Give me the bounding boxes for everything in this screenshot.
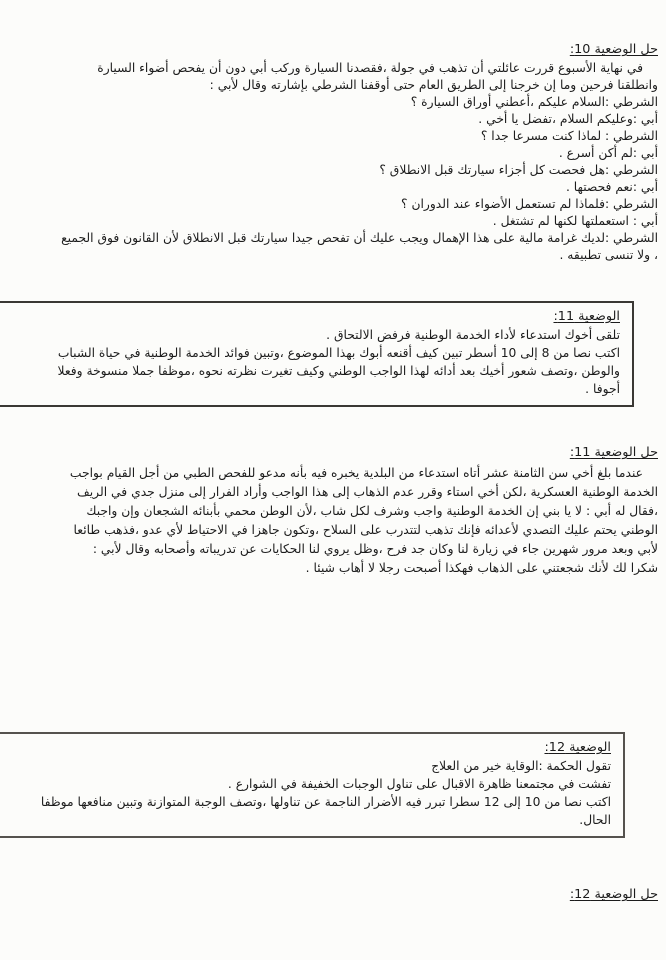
- text-line: عندما بلغ أخي سن الثامنة عشر أتاه استدعاء من البلدية يخبره فيه بأنه مدعو للفحص الطبي من أجل القيام بواجب: [69, 466, 643, 480]
- text-line: اكتب نصا من 8 إلى 10 أسطر تبين كيف أقنعه أبوك بهذا الموضوع ،وتبين فوائد الخدمة الوطنية في حياة الشباب: [57, 346, 620, 360]
- dialogue-line: أبي :وعليكم السلام ،تفضل يا أخي .: [478, 112, 658, 126]
- text-line: الحال.: [579, 813, 611, 827]
- dialogue-line: الشرطي : لماذا كنت مسرعا جدا ؟: [480, 129, 658, 143]
- text-line: تقول الحكمة :الوقاية خير من العلاج: [431, 759, 611, 773]
- text-line: شكرا لك لأنك شجعتني على الذهاب فهكذا أصبحت رجلا لا أهاب شيئا .: [305, 561, 658, 575]
- dialogue-line: أبي : استعملتها لكنها لم تشتغل .: [492, 214, 658, 228]
- heading-situation-11: الوضعية 11:: [553, 309, 620, 324]
- text-line: ،فقال له أبي : لا يا بني إن الخدمة الوطنية واجب وشرف لكل شاب ،لأن الوطن محمي بأبنائه الشجعان وإن واجبك: [86, 504, 658, 518]
- text-line: في نهاية الأسبوع قررت عائلتي أن تذهب في جولة ،فقصدنا السيارة وركب أبي دون أن يفحص أضواء السيارة: [97, 61, 643, 75]
- dialogue-line: الشرطي :السلام عليكم ،أعطني أوراق السيارة ؟: [410, 95, 658, 109]
- heading-solution-11: حل الوضعية 11:: [569, 445, 658, 460]
- section-solution-10: [2, 41, 658, 264]
- heading-solution-12: حل الوضعية 12:: [569, 887, 658, 902]
- heading-situation-12: الوضعية 12:: [544, 740, 611, 755]
- dialogue-line: الشرطي :لديك غرامة مالية على هذا الإهمال ويجب عليك أن تفحص جيدا سيارتك قبل الانطلاق لأن القانون فوق الجميع: [61, 231, 658, 245]
- dialogue-line: ، ولا تنسى تطبيقه .: [559, 248, 658, 262]
- text-line: الوطني يحتم عليك التصدي لأعدائه فإنك تذهب لتتدرب على السلاح ،وتكون جاهزا في الاحتياط لأي عدو ،فذهب طائعا: [73, 523, 658, 537]
- section-solution-11: [2, 444, 658, 578]
- situation-12-box: [0, 732, 625, 838]
- text-line: تلقى أخوك استدعاء لأداء الخدمة الوطنية فرفض الالتحاق .: [326, 328, 620, 342]
- text-line: لأبي وبعد مرور شهرين جاء في زيارة لنا وكان جد فرح ،وظل يروي لنا الحكايات عن تدريباته وأصحابه وقال لأبي :: [92, 542, 658, 556]
- dialogue-line: أبي :نعم فحصتها .: [565, 180, 658, 194]
- text-line: اكتب نصا من 10 إلى 12 سطرا تبرر فيه الأضرار الناجمة عن تناولها ،وتصف الوجبة المتوازنة وتبين منافعها موظفا: [40, 795, 611, 809]
- dialogue-line: الشرطي :فلماذا لم تستعمل الأضواء عند الدوران ؟: [401, 197, 658, 211]
- dialogue-line: الشرطي :هل فحصت كل أجزاء سيارتك قبل الانطلاق ؟: [379, 163, 658, 177]
- text-line: الخدمة الوطنية العسكرية ،لكن أخي استاء وقرر عدم الذهاب إلى هذا الواجب وأراد الفرار إلى منزل جدي في الريف: [77, 485, 658, 499]
- text-line: تفشت في مجتمعنا ظاهرة الاقبال على تناول الوجبات الخفيفة في الشوارع .: [227, 777, 611, 791]
- text-line: أجوفا .: [585, 382, 620, 396]
- text-line: وانطلقنا فرحين وما إن خرجنا إلى الطريق العام حتى أوقفنا الشرطي بإشارته وقال لأبي :: [209, 78, 658, 92]
- heading-solution-10: حل الوضعية 10:: [569, 42, 658, 57]
- dialogue-line: أبي :لم أكن أسرع .: [558, 146, 658, 160]
- section-solution-12: [570, 886, 658, 903]
- text-line: والوطن ،وتصف شعور أخيك بعد أدائه لهذا الواجب الوطني وكيف تغيرت نظرته نحوه ،موظفا جملا منسوخة وفعلا: [57, 364, 620, 378]
- situation-11-box: [0, 301, 634, 407]
